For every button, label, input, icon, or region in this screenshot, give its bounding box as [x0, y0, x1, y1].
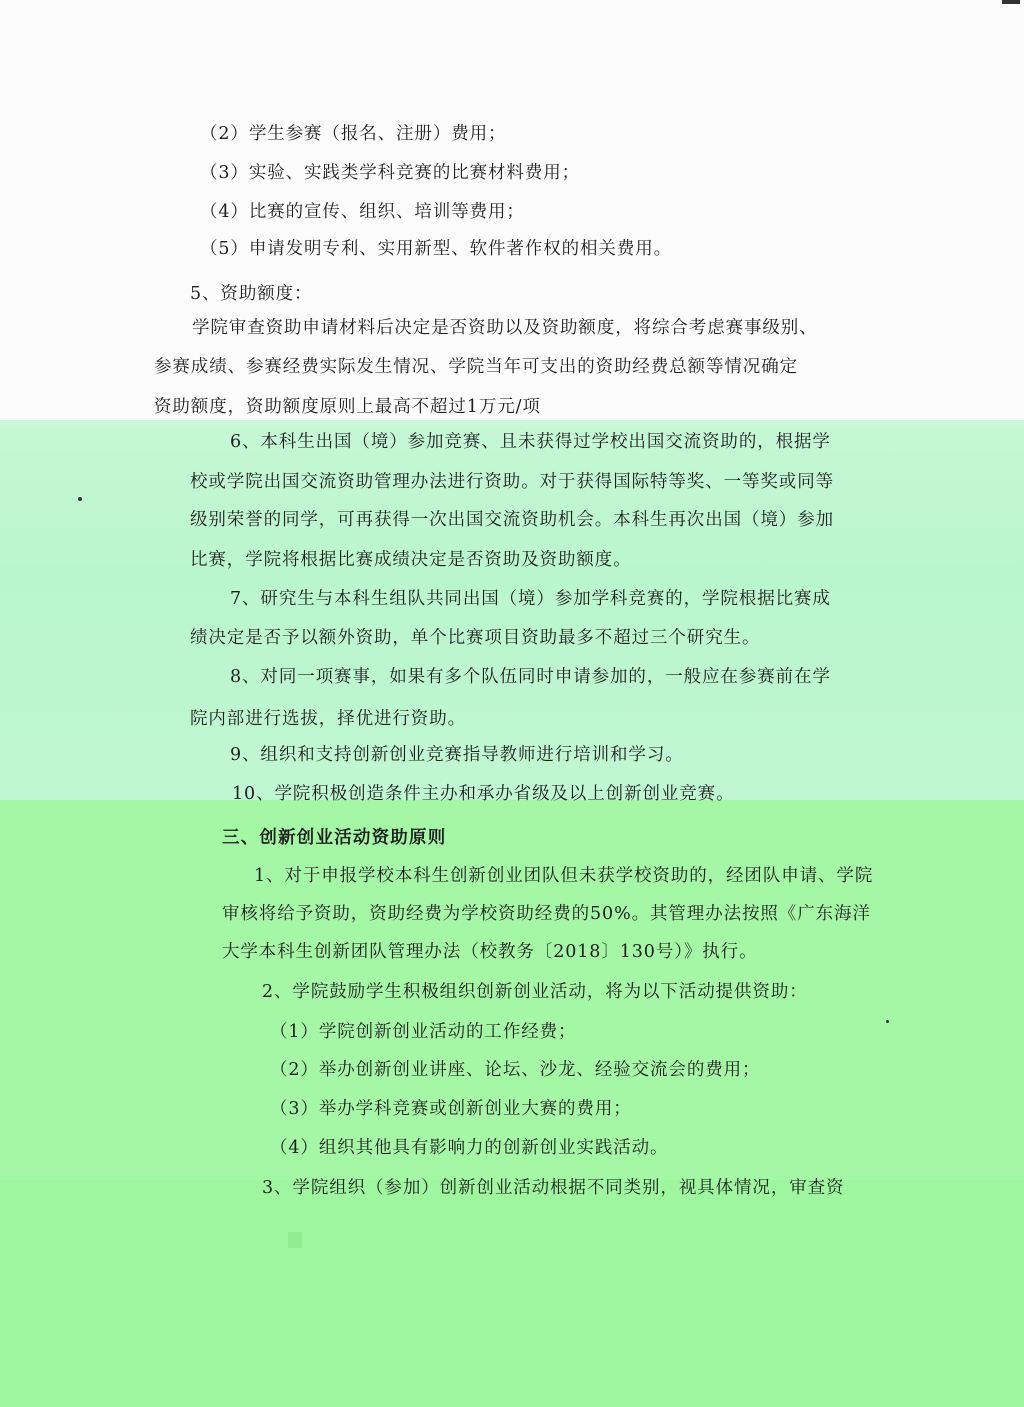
scan-speck — [886, 1020, 889, 1023]
doc-line: 10、学院积极创造条件主办和承办省级及以上创新创业竞赛。 — [232, 784, 735, 804]
doc-line: 3、学院组织（参加）创新创业活动根据不同类别，视具体情况，审查资 — [262, 1178, 845, 1198]
doc-line: （2）学生参赛（报名、注册）费用； — [200, 124, 507, 144]
doc-line: 7、研究生与本科生组队共同出国（境）参加学科竞赛的，学院根据比赛成 — [230, 589, 831, 609]
doc-line: （2）举办创新创业讲座、论坛、沙龙、经验交流会的费用； — [270, 1060, 761, 1080]
doc-line: 绩决定是否予以额外资助，单个比赛项目资助最多不超过三个研究生。 — [190, 628, 761, 648]
doc-line: 院内部进行选拔，择优进行资助。 — [190, 709, 466, 729]
doc-line: （4）组织其他具有影响力的创新创业实践活动。 — [270, 1138, 669, 1158]
scan-corner-mark — [1002, 0, 1020, 4]
doc-line: 比赛，学院将根据比赛成绩决定是否资助及资助额度。 — [190, 550, 632, 570]
doc-line: 1、对于申报学校本科生创新创业团队但未获学校资助的，经团队申请、学院 — [254, 866, 874, 886]
doc-line: 资助额度，资助额度原则上最高不超过1万元/项 — [154, 397, 541, 417]
doc-line: 大学本科生创新团队管理办法（校教务〔2018〕130号）》执行。 — [222, 942, 758, 962]
doc-line: 学院审查资助申请材料后决定是否资助以及资助额度，将综合考虑赛事级别、 — [192, 318, 818, 338]
doc-line: （3）实验、实践类学科竞赛的比赛材料费用； — [200, 163, 581, 183]
doc-line: 8、对同一项赛事，如果有多个队伍同时申请参加的，一般应在参赛前在学 — [230, 667, 831, 687]
doc-line: 审核将给予资助，资助经费为学校资助经费的50%。其管理办法按照《广东海洋 — [222, 904, 871, 924]
doc-line: （3）举办学科竞赛或创新创业大赛的费用； — [270, 1099, 632, 1119]
scan-smudge — [288, 1232, 302, 1248]
doc-line: 参赛成绩、参赛经费实际发生情况、学院当年可支出的资助经费总额等情况确定 — [154, 357, 798, 377]
page-region-bottom — [0, 1180, 1024, 1407]
doc-line: 5、资助额度： — [190, 284, 313, 304]
doc-line: （4）比赛的宣传、组织、培训等费用； — [200, 202, 525, 222]
doc-line: 6、本科生出国（境）参加竞赛、且未获得过学校出国交流资助的，根据学 — [230, 432, 831, 452]
doc-line: 2、学院鼓励学生积极组织创新创业活动，将为以下活动提供资助： — [262, 982, 808, 1002]
doc-line: （1）学院创新创业活动的工作经费； — [270, 1022, 577, 1042]
scan-speck — [78, 497, 82, 501]
doc-line: 9、组织和支持创新创业竞赛指导教师进行培训和学习。 — [230, 745, 684, 765]
doc-line: 校或学院出国交流资助管理办法进行资助。对于获得国际特等奖、一等奖或同等 — [190, 472, 834, 492]
section-heading: 三、创新创业活动资助原则 — [222, 828, 447, 848]
doc-line: 级别荣誉的同学，可再获得一次出国交流资助机会。本科生再次出国（境）参加 — [190, 510, 834, 530]
doc-line: （5）申请发明专利、实用新型、软件著作权的相关费用。 — [200, 239, 673, 259]
